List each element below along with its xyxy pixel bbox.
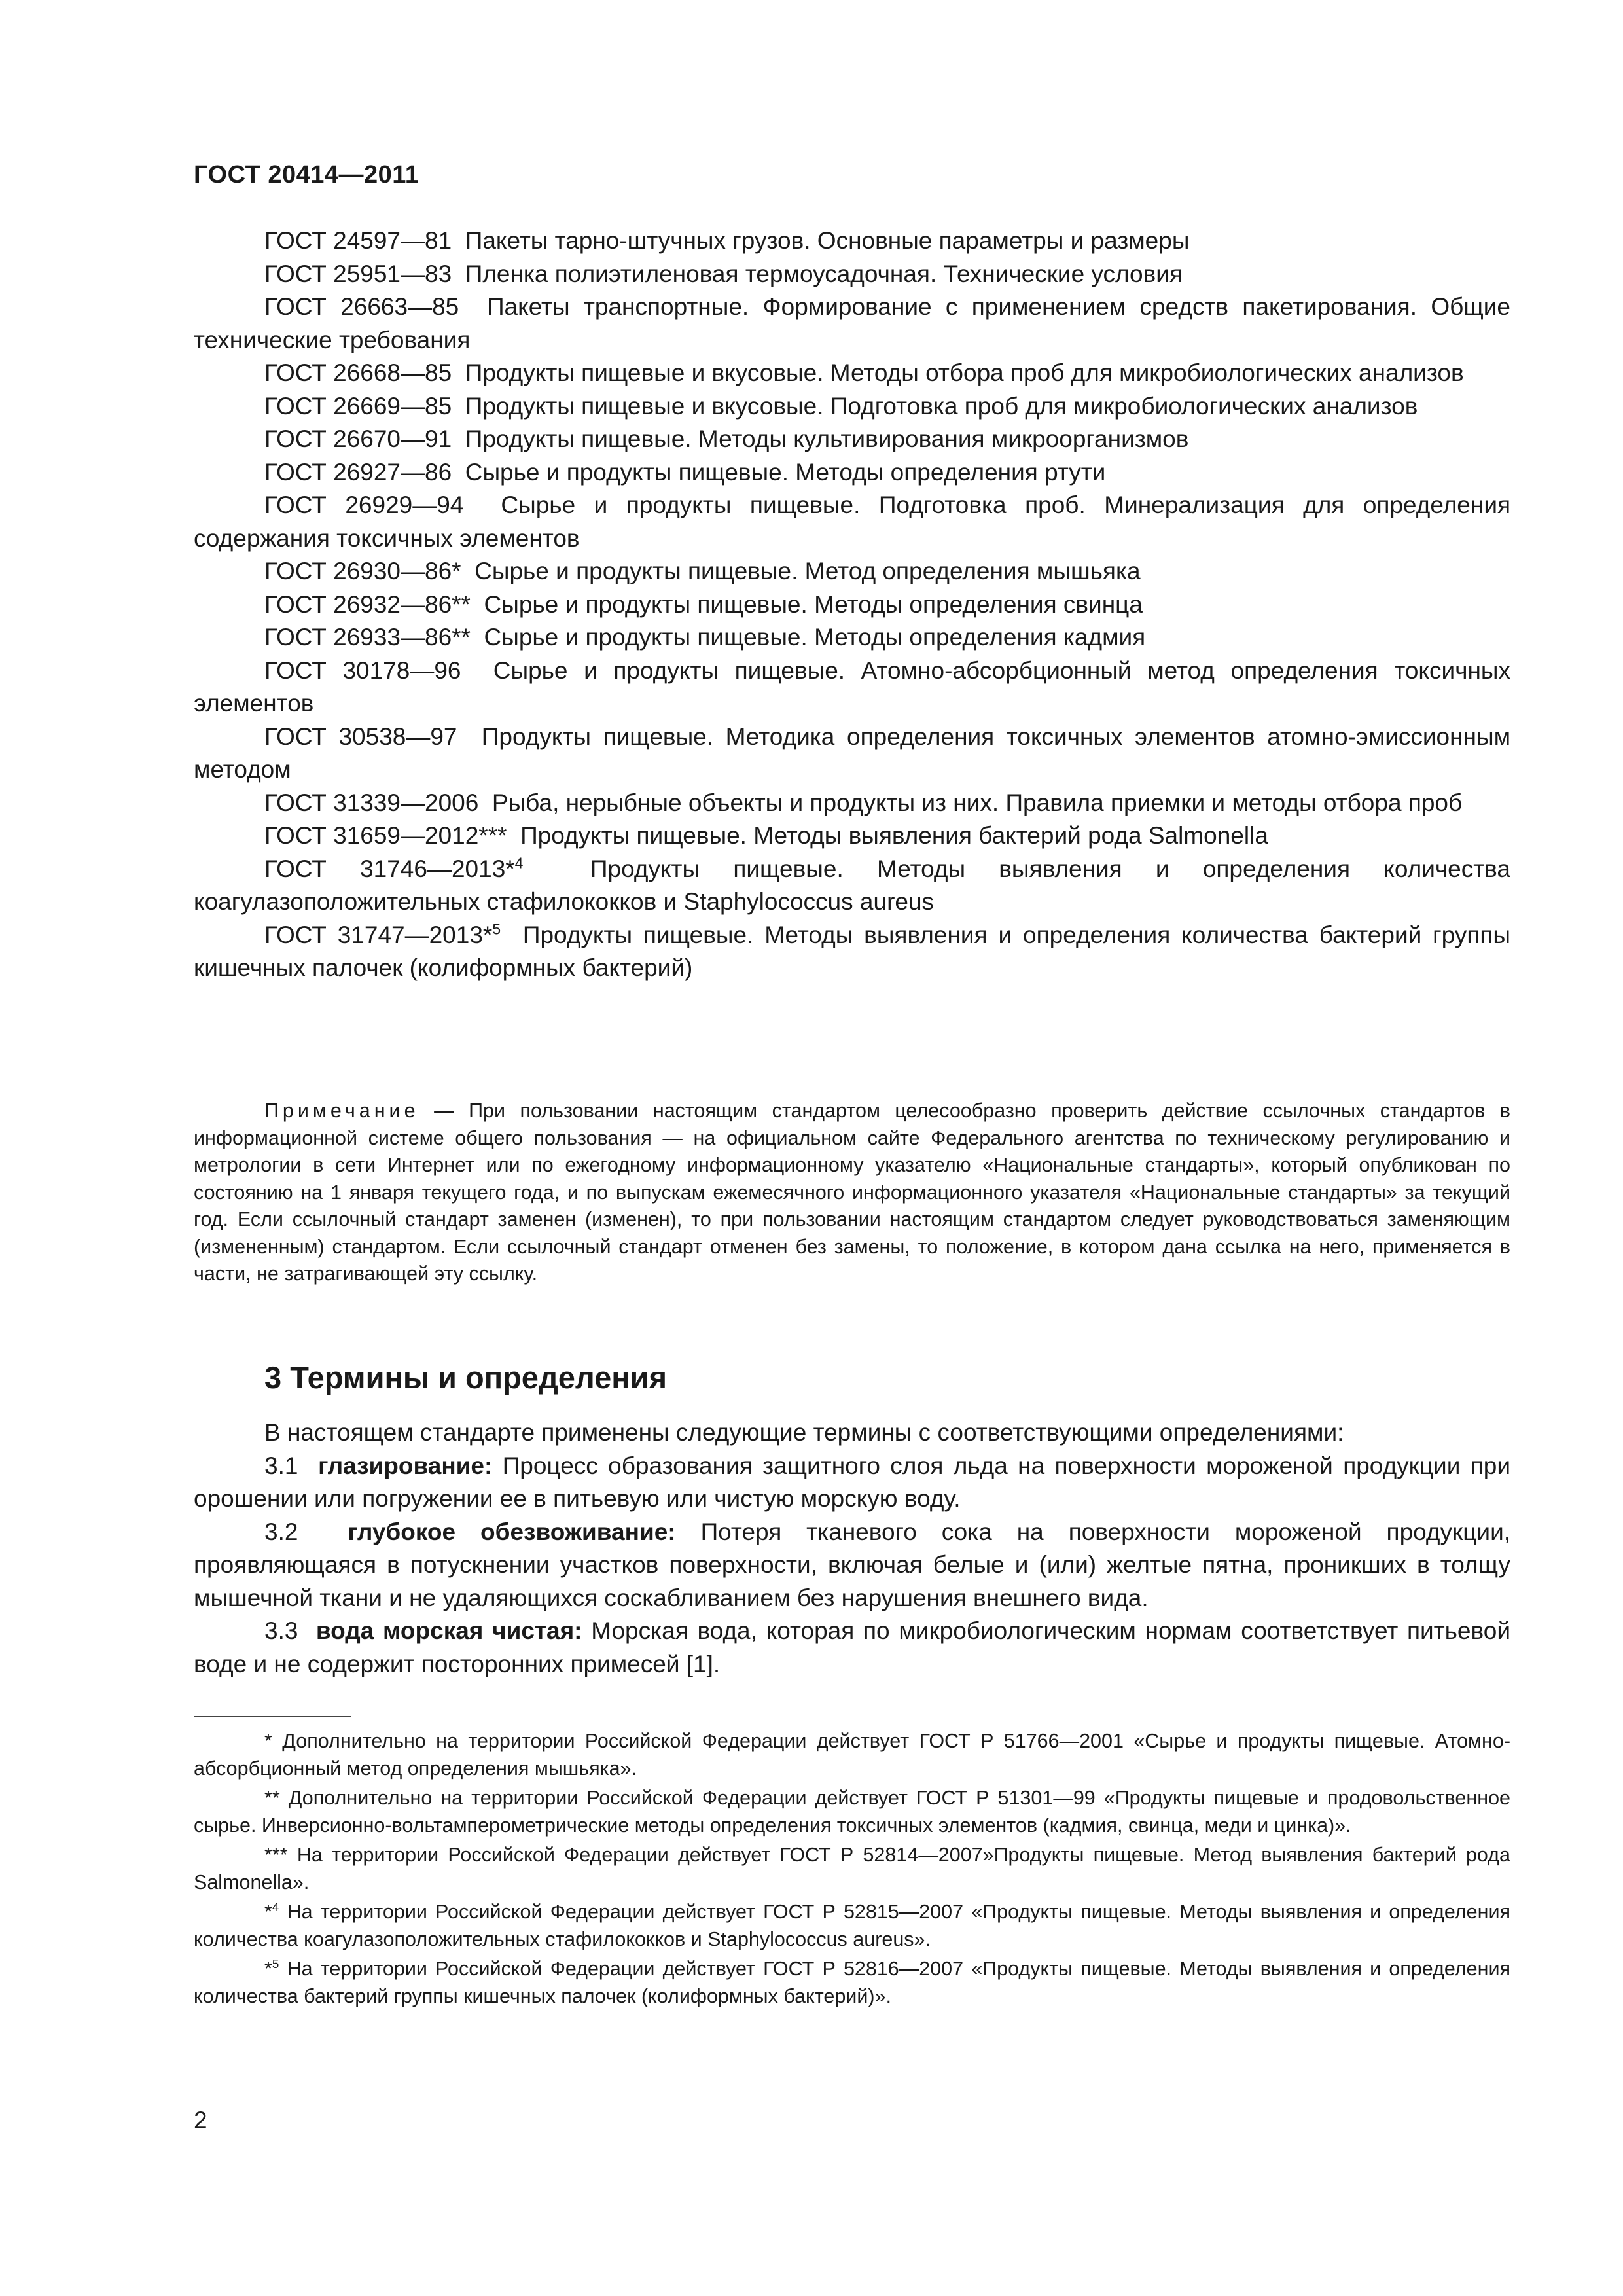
reference-title: Продукты пищевые. Методы выявления бактерий рода Salmonella: [520, 822, 1268, 849]
footnote-mark: *: [264, 1958, 272, 1980]
reference-code: ГОСТ 26932—86**: [264, 590, 471, 618]
reference-code: ГОСТ 26929—94: [264, 492, 464, 518]
reference-title: Продукты пищевые. Методы культивирования микроорганизмов: [465, 425, 1189, 452]
reference-item: [194, 555, 1510, 588]
reference-code: ГОСТ 31339—2006: [264, 789, 479, 816]
term-number: 3.2: [264, 1518, 298, 1545]
reference-code: ГОСТ 30178—96: [264, 656, 461, 684]
reference-title: Продукты пищевые и вкусовые. Методы отбора проб для микробиологических анализов: [465, 359, 1464, 386]
reference-title: Рыба, нерыбные объекты и продукты из них. Правила приемки и методы отбора проб: [491, 789, 1463, 816]
footnote-text: Дополнительно на территории Российской Федерации действует ГОСТ Р 51301—99 «Продукты пищевые и продовольственное сырье. Инверсионно-вольтамперометрические методы определения токсичных элементов (кадмия, свинца, меди и цинка)».: [194, 1787, 1510, 1837]
footnote-text: На территории Российской Федерации действует ГОСТ Р 52816—2007 «Продукты пищевые. Методы выявления и определения количества бактерий группы кишечных палочек (колиформных бактерий)».: [194, 1958, 1510, 2007]
footnote-divider: [194, 1716, 351, 1717]
footnote: [194, 1785, 1510, 1839]
section-heading: 3 Термины и определения: [264, 1360, 667, 1395]
footnote-mark: *: [264, 1730, 272, 1752]
note-label: Примечание: [264, 1100, 419, 1122]
document-header: ГОСТ 20414—2011: [194, 161, 419, 188]
reference-code: ГОСТ 24597—81: [264, 227, 452, 254]
reference-title: Сырье и продукты пищевые. Методы определения кадмия: [484, 624, 1146, 651]
reference-title: Продукты пищевые. Методика определения токсичных элементов атомно-эмиссионным методом: [194, 723, 1511, 783]
footnote-mark: ***: [264, 1844, 288, 1866]
term-definition: Потеря тканевого сока на поверхности мороженой продукции, проявляющаяся в потускнении участков поверхности, включая белые и (или) желтые пятна, проникших в толщу мышечной ткани и не удаляющихся соскабливанием без нарушения внешнего вида.: [194, 1518, 1511, 1611]
reference-item: [194, 621, 1510, 655]
reference-code: ГОСТ 26927—86: [264, 458, 452, 486]
term-name: глубокое обезвоживание:: [348, 1518, 676, 1545]
reference-title: Пакеты тарно-штучных грузов. Основные параметры и размеры: [465, 227, 1190, 254]
footnote: [194, 1956, 1510, 2010]
reference-code: ГОСТ 26670—91: [264, 425, 452, 452]
reference-item: [194, 853, 1510, 919]
note-text: — При пользовании настоящим стандартом целесообразно проверить действие ссылочных стандартов в информационной системе общего пользования — на официальном сайте Федерального агентства по техническому регулированию и метрологии в сети Интернет или по ежегодному информационному указателю «Национальные стандарты», который опубликован по состоянию на 1 января текущего года, и по выпускам ежемесячного информационного указателя «Национальные стандарты» за текущий год. Если ссылочный стандарт заменен (изменен), то при пользовании настоящим стандартом следует руководствоваться заменяющим (измененным) стандартом. Если ссылочный стандарт отменен без замены, то положение, в котором дана ссылка на него, применяется в части, не затрагивающей эту ссылку.: [194, 1100, 1510, 1285]
reference-code: ГОСТ 31747—2013*: [264, 921, 493, 948]
reference-title: Продукты пищевые и вкусовые. Подготовка проб для микробиологических анализов: [465, 392, 1418, 420]
footnote-mark: *: [264, 1901, 272, 1923]
footnote: [194, 1899, 1510, 1953]
reference-item: [194, 489, 1510, 555]
reference-title: Пленка полиэтиленовая термоусадочная. Технические условия: [465, 260, 1183, 287]
reference-title: Сырье и продукты пищевые. Атомно-абсорбционный метод определения токсичных элементов: [194, 656, 1510, 717]
reference-item: [194, 588, 1510, 622]
reference-sup: 5: [492, 920, 501, 938]
reference-item: [194, 721, 1510, 787]
reference-item: [194, 390, 1510, 423]
reference-code: ГОСТ 26663—85: [264, 293, 459, 320]
note-paragraph: [194, 1098, 1510, 1288]
reference-item: [194, 423, 1510, 456]
footnote-mark: **: [264, 1787, 280, 1809]
reference-item: [194, 291, 1510, 357]
footnote-text: Дополнительно на территории Российской Федерации действует ГОСТ Р 51766—2001 «Сырье и продукты пищевые. Атомно-абсорбционный метод определения мышьяка».: [194, 1730, 1510, 1780]
term-item: [194, 1615, 1510, 1681]
footnotes: [194, 1728, 1510, 2013]
reference-code: ГОСТ 26933—86**: [264, 624, 471, 651]
reference-title: Сырье и продукты пищевые. Подготовка проб. Минерализация для определения содержания токсичных элементов: [194, 492, 1511, 552]
reference-item: [194, 787, 1510, 820]
reference-sup: 4: [514, 854, 524, 872]
reference-code: ГОСТ 26669—85: [264, 392, 452, 420]
term-number: 3.3: [264, 1617, 298, 1644]
footnote: [194, 1728, 1510, 1782]
footnote-text: На территории Российской Федерации действует ГОСТ Р 52814—2007»Продукты пищевые. Метод выявления бактерий рода Salmonella».: [194, 1844, 1510, 1893]
terms-section: [194, 1416, 1510, 1681]
footnote: [194, 1842, 1510, 1896]
reference-item: [194, 655, 1510, 721]
reference-title: Сырье и продукты пищевые. Методы определения ртути: [465, 458, 1106, 486]
reference-code: ГОСТ 31659—2012***: [264, 822, 507, 849]
footnote-sup: 4: [272, 1900, 279, 1914]
reference-item: [194, 357, 1510, 390]
reference-code: ГОСТ 31746—2013*: [264, 855, 515, 882]
term-name: глазирование:: [318, 1452, 493, 1479]
reference-title: Сырье и продукты пищевые. Метод определения мышьяка: [474, 558, 1141, 584]
reference-title: Продукты пищевые. Методы выявления и определения количества коагулазоположительных стафилококков и Staphylococcus aureus: [194, 855, 1510, 915]
reference-code: ГОСТ 30538—97: [264, 723, 457, 750]
reference-title: Продукты пищевые. Методы выявления и определения количества бактерий группы кишечных палочек (колиформных бактерий): [194, 921, 1510, 981]
reference-item: [194, 456, 1510, 490]
term-name: вода морская чистая:: [315, 1617, 582, 1644]
term-definition: Процесс образования защитного слоя льда на поверхности мороженой продукции при орошении или погружении ее в питьевую или чистую морскую воду.: [194, 1452, 1511, 1512]
reference-item: [194, 819, 1510, 853]
terms-intro: В настоящем стандарте применены следующие термины с соответствующими определениями:: [264, 1419, 1344, 1446]
term-item: [194, 1450, 1510, 1516]
reference-title: Сырье и продукты пищевые. Методы определения свинца: [484, 590, 1143, 618]
page-number: 2: [194, 2107, 207, 2134]
normative-references-list: [194, 224, 1510, 985]
reference-code: ГОСТ 26668—85: [264, 359, 452, 386]
term-item: [194, 1516, 1510, 1615]
reference-title: Пакеты транспортные. Формирование с применением средств пакетирования. Общие технические требования: [194, 293, 1511, 353]
term-definition: Морская вода, которая по микробиологическим нормам соответствует питьевой воде и не содержит посторонних примесей [1].: [194, 1617, 1510, 1677]
reference-item: [194, 224, 1510, 258]
term-number: 3.1: [264, 1452, 298, 1479]
reference-item: [194, 258, 1510, 291]
reference-code: ГОСТ 26930—86*: [264, 558, 461, 584]
reference-item: [194, 919, 1510, 985]
reference-code: ГОСТ 25951—83: [264, 260, 452, 287]
footnote-text: На территории Российской Федерации действует ГОСТ Р 52815—2007 «Продукты пищевые. Методы выявления и определения количества коагулазоположительных стафилококков и Staphylococcus aureus».: [194, 1901, 1510, 1950]
footnote-sup: 5: [272, 1957, 279, 1971]
